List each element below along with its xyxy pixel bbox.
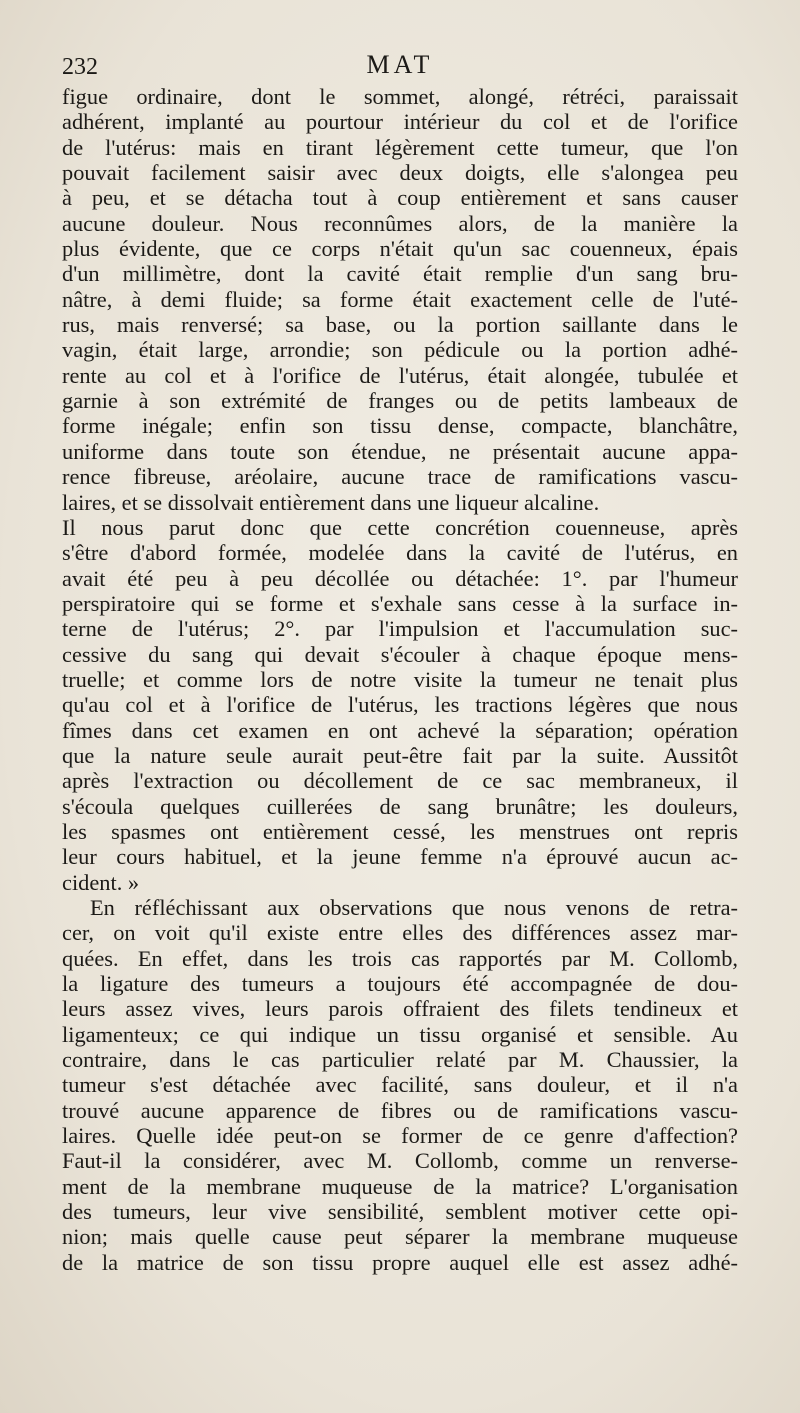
text-line: laires. Quelle idée peut-on se former de ce genre d'affection?	[62, 1123, 738, 1149]
text-line: figue ordinaire, dont le sommet, alongé, rétréci, paraissait	[62, 84, 738, 109]
text-line: garnie à son extrémité de franges ou de petits lambeaux de	[62, 388, 738, 414]
text-line: uniforme dans toute son étendue, ne présentait aucune appa-	[62, 438, 738, 464]
page-number: 232	[62, 54, 98, 80]
text-line: les spasmes ont entièrement cessé, les menstrues ont repris	[62, 818, 738, 844]
text-line: à peu, et se détacha tout à coup entièrement et sans causer	[62, 185, 738, 211]
text-line: que la nature seule aurait peut-être fait par la suite. Aussitôt	[62, 742, 738, 768]
text-line: leur cours habituel, et la jeune femme n'a éprouvé aucun ac-	[62, 844, 738, 870]
running-head: MAT	[366, 50, 434, 79]
text-line: la ligature des tumeurs a toujours été accompagnée de dou-	[62, 971, 738, 997]
text-line: après l'extraction ou décollement de ce sac membraneux, il	[62, 768, 738, 794]
body-text	[62, 84, 738, 1275]
text-line: cessive du sang qui devait s'écouler à chaque époque mens-	[62, 641, 738, 667]
text-line: rus, mais renversé; sa base, ou la portion saillante dans le	[62, 312, 738, 338]
text-line: quées. En effet, dans les trois cas rapportés par M. Collomb,	[62, 945, 738, 971]
text-line: contraire, dans le cas particulier relaté par M. Chaussier, la	[62, 1047, 738, 1073]
text-line: perspiratoire qui se forme et s'exhale sans cesse à la surface in-	[62, 590, 738, 616]
text-line: Il nous parut donc que cette concrétion couenneuse, après	[62, 514, 738, 540]
text-line: nâtre, à demi fluide; sa forme était exactement celle de l'uté-	[62, 286, 738, 312]
text-line: nion; mais quelle cause peut séparer la membrane muqueuse	[62, 1224, 738, 1250]
text-line: rente au col et à l'orifice de l'utérus, était alongée, tubulée et	[62, 362, 738, 388]
text-line: trouvé aucune apparence de fibres ou de ramifications vascu-	[62, 1097, 738, 1123]
text-line: avait été peu à peu décollée ou détachée: 1°. par l'humeur	[62, 565, 738, 591]
text-line: de l'utérus: mais en tirant légèrement cette tumeur, que l'on	[62, 134, 738, 160]
text-line: aucune douleur. Nous reconnûmes alors, de la manière la	[62, 210, 738, 236]
text-line: cer, on voit qu'il existe entre elles des différences assez mar-	[62, 920, 738, 946]
text-line: rence fibreuse, aréolaire, aucune trace de ramifications vascu-	[62, 464, 738, 490]
text-line: forme inégale; enfin son tissu dense, compacte, blanchâtre,	[62, 413, 738, 439]
text-line: vagin, était large, arrondie; son pédicule ou la portion adhé-	[62, 337, 738, 363]
text-line: d'un millimètre, dont la cavité était remplie d'un sang bru-	[62, 261, 738, 287]
text-line: de la matrice de son tissu propre auquel elle est assez adhé-	[62, 1249, 738, 1275]
text-line: s'écoula quelques cuillerées de sang brunâtre; les douleurs,	[62, 793, 738, 819]
text-line: terne de l'utérus; 2°. par l'impulsion et l'accumulation suc-	[62, 616, 738, 642]
text-line: qu'au col et à l'orifice de l'utérus, les tractions légères que nous	[62, 692, 738, 718]
text-line: adhérent, implanté au pourtour intérieur du col et de l'orifice	[62, 109, 738, 135]
text-line: ligamenteux; ce qui indique un tissu organisé et sensible. Au	[62, 1021, 738, 1047]
text-line: des tumeurs, leur vive sensibilité, semblent motiver cette opi-	[62, 1199, 738, 1225]
text-line: En réfléchissant aux observations que nous venons de retra-	[90, 895, 738, 920]
text-line: laires, et se dissolvait entièrement dans une liqueur alcaline.	[62, 489, 600, 515]
text-line: truelle; et comme lors de notre visite la tumeur ne tenait plus	[62, 666, 738, 692]
text-line: ment de la membrane muqueuse de la matrice? L'organisation	[62, 1173, 738, 1199]
text-line: fîmes dans cet examen en ont achevé la séparation; opération	[62, 717, 738, 743]
text-line: leurs assez vives, leurs parois offraient des filets tendineux et	[62, 996, 738, 1022]
text-line: s'être d'abord formée, modelée dans la cavité de l'utérus, en	[62, 540, 738, 566]
text-line: tumeur s'est détachée avec facilité, sans douleur, et il n'a	[62, 1072, 738, 1098]
page-header	[62, 50, 738, 86]
text-line: Faut-il la considérer, avec M. Collomb, comme un renverse-	[62, 1148, 738, 1174]
text-line: plus évidente, que ce corps n'était qu'un sac couenneux, épais	[62, 236, 738, 262]
text-line: pouvait facilement saisir avec deux doigts, elle s'alongea peu	[62, 160, 738, 186]
text-line: cident. »	[62, 869, 140, 895]
